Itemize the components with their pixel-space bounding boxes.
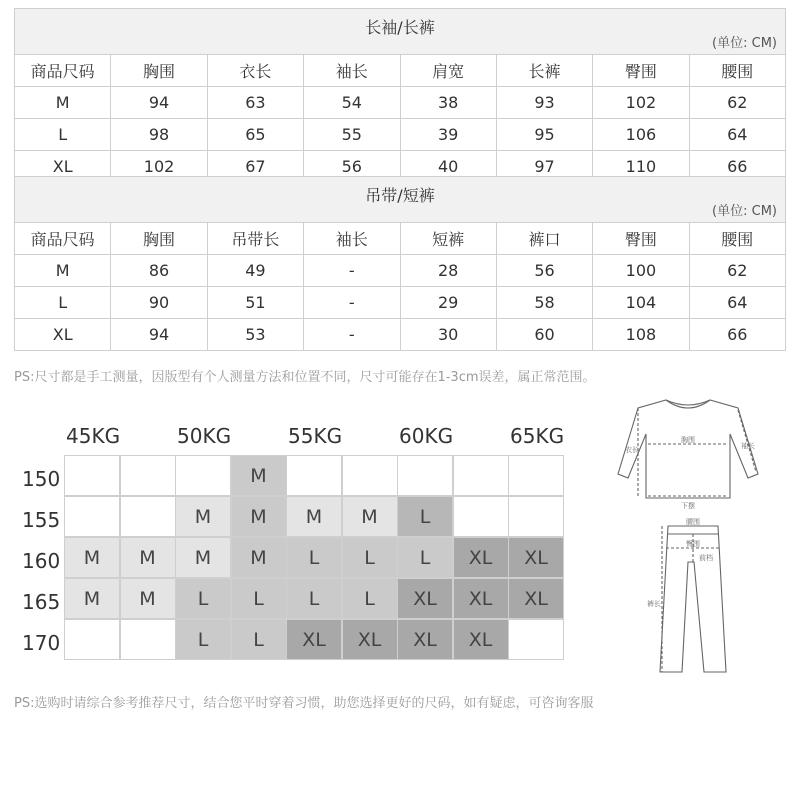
- grid-cell: L: [286, 578, 342, 619]
- grid-cell: [508, 455, 564, 496]
- table-cell: 110: [593, 151, 689, 183]
- grid-cell: XL: [453, 578, 509, 619]
- table-title: 吊带/短裤: [365, 186, 435, 205]
- grid-cell: L: [175, 578, 231, 619]
- table-cell: 53: [207, 319, 303, 351]
- sketch-label: 衣长: [625, 446, 639, 454]
- grid-cell: M: [120, 537, 176, 578]
- sketch-label: 腰围: [686, 518, 700, 526]
- grid-cell: [175, 455, 231, 496]
- unit-label: (单位: CM): [712, 36, 777, 51]
- header-cell: 肩宽: [400, 55, 496, 87]
- table-title-cell: [15, 9, 786, 55]
- table-cell: XL: [15, 151, 111, 183]
- header-cell: 袖长: [304, 55, 400, 87]
- table-cell: 64: [689, 287, 785, 319]
- measurement-note: PS:尺寸都是手工测量，因版型有个人测量方法和位置不同，尺寸可能存在1-3cm误差，属正常范围。: [14, 370, 596, 385]
- table-cell: 54: [304, 87, 400, 119]
- grid-cell: L: [231, 619, 287, 660]
- table-cell: 98: [111, 119, 207, 151]
- top-sketch-icon: [618, 400, 758, 498]
- sketch-label: 前档: [699, 554, 713, 562]
- table-cell: 64: [689, 119, 785, 151]
- height-label: 150: [22, 467, 61, 491]
- grid-cell: M: [64, 578, 120, 619]
- height-label: 155: [22, 508, 61, 532]
- grid-cell: L: [342, 537, 398, 578]
- grid-cell: [453, 496, 509, 537]
- weight-label: 60KG: [399, 424, 454, 448]
- table-cell: 65: [207, 119, 303, 151]
- table-cell: 108: [593, 319, 689, 351]
- table-cell: 60: [496, 319, 592, 351]
- header-cell: 腰围: [689, 223, 785, 255]
- grid-cell: XL: [286, 619, 342, 660]
- garment-measurement-sketch: [608, 386, 778, 686]
- table-cell: 56: [496, 255, 592, 287]
- header-cell: 腰围: [689, 55, 785, 87]
- sketch-label: 下摆: [681, 502, 695, 510]
- header-cell: 商品尺码: [15, 55, 111, 87]
- grid-cell: M: [342, 496, 398, 537]
- table-cell: 94: [111, 87, 207, 119]
- table-cell: 51: [207, 287, 303, 319]
- grid-cell: M: [175, 537, 231, 578]
- table-cell: 66: [689, 319, 785, 351]
- height-label: 165: [22, 590, 61, 614]
- grid-cell: XL: [397, 578, 453, 619]
- table-cell: 63: [207, 87, 303, 119]
- grid-cell: [64, 496, 120, 537]
- grid-cell: L: [397, 496, 453, 537]
- grid-cell: [120, 455, 176, 496]
- grid-cell: M: [120, 578, 176, 619]
- grid-cell: [286, 455, 342, 496]
- table-title: 长袖/长裤: [365, 18, 435, 37]
- table-cell: 30: [400, 319, 496, 351]
- grid-cell: L: [231, 578, 287, 619]
- grid-cell: [120, 496, 176, 537]
- table-cell: 95: [496, 119, 592, 151]
- table-cell: 40: [400, 151, 496, 183]
- table-cell: -: [304, 287, 400, 319]
- table-cell: 90: [111, 287, 207, 319]
- header-cell: 袖长: [304, 223, 400, 255]
- header-cell: 臀围: [593, 223, 689, 255]
- grid-cell: L: [175, 619, 231, 660]
- table-cell: 97: [496, 151, 592, 183]
- sketch-label: 袖长: [741, 442, 755, 450]
- grid-cell: XL: [508, 537, 564, 578]
- table-cell: 29: [400, 287, 496, 319]
- table-cell: M: [15, 255, 111, 287]
- table-cell: -: [304, 319, 400, 351]
- header-cell: 胸围: [111, 223, 207, 255]
- height-label: 160: [22, 549, 61, 573]
- weight-label: 50KG: [177, 424, 232, 448]
- header-cell: 臀围: [593, 55, 689, 87]
- weight-label: 65KG: [510, 424, 565, 448]
- grid-cell: L: [286, 537, 342, 578]
- grid-cell: XL: [453, 537, 509, 578]
- table-cell: -: [304, 255, 400, 287]
- grid-cell: M: [231, 537, 287, 578]
- header-cell: 商品尺码: [15, 223, 111, 255]
- table-cell: 106: [593, 119, 689, 151]
- grid-cell: XL: [453, 619, 509, 660]
- recommendation-note: PS:选购时请综合参考推荐尺寸，结合您平时穿着习惯，助您选择更好的尺码，如有疑虑，可咨询客服: [14, 696, 594, 711]
- table-cell: L: [15, 119, 111, 151]
- grid-cell: [120, 619, 176, 660]
- height-label: 170: [22, 631, 61, 655]
- grid-cell: M: [231, 496, 287, 537]
- table-cell: 62: [689, 255, 785, 287]
- sketch-label: 裤长: [647, 600, 661, 608]
- header-cell: 吊带长: [207, 223, 303, 255]
- table-cell: 66: [689, 151, 785, 183]
- table-cell: M: [15, 87, 111, 119]
- sketch-label: 臀围: [686, 540, 700, 548]
- table-title-cell: [15, 177, 786, 223]
- grid-cell: [342, 455, 398, 496]
- grid-cell: L: [342, 578, 398, 619]
- grid-cell: [64, 619, 120, 660]
- table-cell: 56: [304, 151, 400, 183]
- table-cell: 39: [400, 119, 496, 151]
- header-cell: 裤口: [496, 223, 592, 255]
- table-cell: 55: [304, 119, 400, 151]
- grid-cell: XL: [508, 578, 564, 619]
- sketch-label: 胸围: [681, 436, 695, 444]
- unit-label: (单位: CM): [712, 204, 777, 219]
- table-cell: 102: [593, 87, 689, 119]
- grid-cell: M: [64, 537, 120, 578]
- header-cell: 长裤: [496, 55, 592, 87]
- table-cell: XL: [15, 319, 111, 351]
- table-cell: 104: [593, 287, 689, 319]
- grid-cell: [508, 496, 564, 537]
- grid-cell: M: [231, 455, 287, 496]
- header-cell: 短裤: [400, 223, 496, 255]
- table-cell: 62: [689, 87, 785, 119]
- header-cell: 胸围: [111, 55, 207, 87]
- weight-label: 55KG: [288, 424, 343, 448]
- table-cell: 86: [111, 255, 207, 287]
- grid-cell: XL: [397, 619, 453, 660]
- table-cell: 38: [400, 87, 496, 119]
- grid-cell: M: [286, 496, 342, 537]
- grid-cell: [397, 455, 453, 496]
- table-cell: 67: [207, 151, 303, 183]
- table-cell: 58: [496, 287, 592, 319]
- size-table-short: [14, 176, 786, 351]
- table-cell: 49: [207, 255, 303, 287]
- header-cell: 衣长: [207, 55, 303, 87]
- grid-cell: M: [175, 496, 231, 537]
- table-cell: L: [15, 287, 111, 319]
- grid-cell: L: [397, 537, 453, 578]
- weight-label: 45KG: [66, 424, 121, 448]
- table-cell: 94: [111, 319, 207, 351]
- table-cell: 93: [496, 87, 592, 119]
- table-cell: 100: [593, 255, 689, 287]
- table-cell: 28: [400, 255, 496, 287]
- grid-cell: [64, 455, 120, 496]
- grid-cell: [508, 619, 564, 660]
- size-table-long: [14, 8, 786, 183]
- grid-cell: XL: [342, 619, 398, 660]
- grid-cell: [453, 455, 509, 496]
- table-cell: 102: [111, 151, 207, 183]
